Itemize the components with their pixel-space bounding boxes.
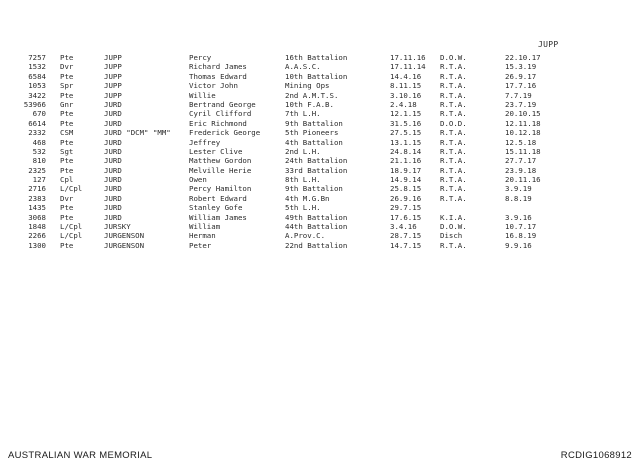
surname-cell: JURD [104, 99, 122, 109]
service-number-cell: 6584 [28, 71, 46, 81]
return-date-cell: 17.7.16 [505, 81, 537, 91]
return-date-cell: 3.9.16 [505, 212, 532, 222]
table-row [0, 100, 640, 109]
service-number-cell: 127 [32, 175, 46, 185]
service-number-cell: 3068 [28, 212, 46, 222]
rank-cell: Pte [60, 165, 74, 175]
enlistment-date-cell: 28.7.15 [390, 231, 422, 241]
surname-cell: JURGENSON [104, 231, 145, 241]
enlistment-date-cell: 24.8.14 [390, 146, 422, 156]
enlistment-date-cell: 27.5.15 [390, 128, 422, 138]
enlistment-date-cell: 17.6.15 [390, 212, 422, 222]
rank-cell: CSM [60, 128, 74, 138]
table-row [0, 203, 640, 212]
rank-cell: Spr [60, 81, 74, 91]
enlistment-date-cell: 14.7.15 [390, 240, 422, 250]
return-date-cell: 12.5.18 [505, 137, 537, 147]
unit-cell: 7th L.H. [285, 109, 321, 119]
service-number-cell: 3422 [28, 90, 46, 100]
table-row [0, 166, 640, 175]
table-row [0, 184, 640, 193]
return-date-cell: 20.11.16 [505, 175, 541, 185]
surname-cell: JURD [104, 118, 122, 128]
fate-cell: R.T.A. [440, 156, 467, 166]
return-date-cell: 23.7.19 [505, 99, 537, 109]
service-number-cell: 1848 [28, 222, 46, 232]
table-row [0, 175, 640, 184]
enlistment-date-cell: 25.8.15 [390, 184, 422, 194]
enlistment-date-cell: 12.1.15 [390, 109, 422, 119]
given-names-cell: Percy [189, 53, 212, 62]
given-names-cell: Thomas Edward [189, 71, 247, 81]
table-row [0, 231, 640, 240]
unit-cell: 8th L.H. [285, 175, 321, 185]
table-row [0, 109, 640, 118]
footer-institution: AUSTRALIAN WAR MEMORIAL [8, 450, 153, 461]
given-names-cell: Cyril Clifford [189, 109, 252, 119]
unit-cell: 10th F.A.B. [285, 99, 334, 109]
given-names-cell: Eric Richmond [189, 118, 247, 128]
enlistment-date-cell: 21.1.16 [390, 156, 422, 166]
return-date-cell: 26.9.17 [505, 71, 537, 81]
surname-cell: JURD [104, 165, 122, 175]
given-names-cell: Stanley Gofe [189, 203, 243, 213]
fate-cell: R.T.A. [440, 184, 467, 194]
given-names-cell: Willie [189, 90, 216, 100]
unit-cell: 9th Battalion [285, 118, 343, 128]
fate-cell: R.T.A. [440, 109, 467, 119]
surname-cell: JUPP [104, 81, 122, 91]
fate-cell: R.T.A. [440, 240, 467, 250]
rank-cell: Gnr [60, 99, 74, 109]
return-date-cell: 16.8.19 [505, 231, 537, 241]
table-row [0, 72, 640, 81]
return-date-cell: 27.7.17 [505, 156, 537, 166]
return-date-cell: 9.9.16 [505, 240, 532, 250]
given-names-cell: Frederick George [189, 128, 261, 138]
enlistment-date-cell: 29.7.15 [390, 203, 422, 213]
service-number-cell: 53966 [23, 99, 46, 109]
return-date-cell: 7.7.19 [505, 90, 532, 100]
fate-cell: R.T.A. [440, 128, 467, 138]
unit-cell: Mining Ops [285, 81, 330, 91]
service-number-cell: 2383 [28, 193, 46, 203]
fate-cell: R.T.A. [440, 165, 467, 175]
surname-cell: JURD [104, 156, 122, 166]
table-row [0, 241, 640, 250]
surname-cell: JURD "DCM" "MM" [104, 128, 171, 138]
unit-cell: 10th Battalion [285, 71, 348, 81]
fate-cell: Disch [440, 231, 463, 241]
service-number-cell: 810 [32, 156, 46, 166]
rank-cell: L/Cpl [60, 222, 83, 232]
surname-cell: JURD [104, 146, 122, 156]
surname-cell: JURGENSON [104, 240, 145, 250]
table-row [0, 81, 640, 90]
enlistment-date-cell: 18.9.17 [390, 165, 422, 175]
rank-cell: Pte [60, 137, 74, 147]
unit-cell: 4th Battalion [285, 137, 343, 147]
enlistment-date-cell: 31.5.16 [390, 118, 422, 128]
fate-cell: R.T.A. [440, 71, 467, 81]
return-date-cell: 10.12.18 [505, 128, 541, 138]
given-names-cell: Richard James [189, 62, 247, 72]
rank-cell: Pte [60, 118, 74, 128]
given-names-cell: Percy Hamilton [189, 184, 252, 194]
enlistment-date-cell: 3.10.16 [390, 90, 422, 100]
given-names-cell: William James [189, 212, 247, 222]
surname-cell: JURD [104, 193, 122, 203]
fate-cell: D.O.D. [440, 118, 467, 128]
return-date-cell: 8.8.19 [505, 193, 532, 203]
return-date-cell: 22.10.17 [505, 53, 541, 62]
given-names-cell: Jeffrey [189, 137, 221, 147]
enlistment-date-cell: 17.11.16 [390, 53, 426, 62]
return-date-cell: 15.3.19 [505, 62, 537, 72]
unit-cell: 2nd L.H. [285, 146, 321, 156]
enlistment-date-cell: 2.4.18 [390, 99, 417, 109]
table-row [0, 156, 640, 165]
service-number-cell: 2266 [28, 231, 46, 241]
surname-heading: JUPP [538, 40, 559, 49]
enlistment-date-cell: 14.9.14 [390, 175, 422, 185]
surname-cell: JURD [104, 212, 122, 222]
unit-cell: A.A.S.C. [285, 62, 321, 72]
rank-cell: L/Cpl [60, 184, 83, 194]
return-date-cell: 12.11.18 [505, 118, 541, 128]
unit-cell: 5th L.H. [285, 203, 321, 213]
rank-cell: Dvr [60, 193, 74, 203]
given-names-cell: Herman [189, 231, 216, 241]
return-date-cell: 20.10.15 [505, 109, 541, 119]
rank-cell: Cpl [60, 175, 74, 185]
service-number-cell: 2332 [28, 128, 46, 138]
rank-cell: Pte [60, 156, 74, 166]
surname-cell: JUPP [104, 90, 122, 100]
given-names-cell: Melville Herie [189, 165, 252, 175]
fate-cell: R.T.A. [440, 62, 467, 72]
surname-cell: JURD [104, 175, 122, 185]
unit-cell: 44th Battalion [285, 222, 348, 232]
surname-cell: JURD [104, 203, 122, 213]
rank-cell: Pte [60, 90, 74, 100]
surname-cell: JUPP [104, 53, 122, 62]
service-number-cell: 6614 [28, 118, 46, 128]
given-names-cell: Owen [189, 175, 207, 185]
table-row [0, 128, 640, 137]
fate-cell: R.T.A. [440, 146, 467, 156]
given-names-cell: Bertrand George [189, 99, 256, 109]
table-row [0, 213, 640, 222]
fate-cell: D.O.W. [440, 222, 467, 232]
return-date-cell: 23.9.18 [505, 165, 537, 175]
rank-cell: Pte [60, 109, 74, 119]
service-number-cell: 1053 [28, 81, 46, 91]
rank-cell: L/Cpl [60, 231, 83, 241]
unit-cell: 9th Battalion [285, 184, 343, 194]
rank-cell: Pte [60, 240, 74, 250]
rank-cell: Pte [60, 53, 74, 62]
given-names-cell: Robert Edward [189, 193, 247, 203]
unit-cell: 22nd Battalion [285, 240, 348, 250]
enlistment-date-cell: 3.4.16 [390, 222, 417, 232]
unit-cell: 24th Battalion [285, 156, 348, 166]
rank-cell: Pte [60, 71, 74, 81]
service-number-cell: 1435 [28, 203, 46, 213]
table-row [0, 147, 640, 156]
given-names-cell: Matthew Gordon [189, 156, 252, 166]
table-row [0, 119, 640, 128]
unit-cell: 16th Battalion [285, 53, 348, 62]
table-row [0, 194, 640, 203]
fate-cell: R.T.A. [440, 175, 467, 185]
rank-cell: Pte [60, 203, 74, 213]
service-number-cell: 670 [32, 109, 46, 119]
footer-record-id: RCDIG1068912 [560, 450, 632, 461]
surname-cell: JURD [104, 109, 122, 119]
surname-cell: JURD [104, 137, 122, 147]
service-number-cell: 2716 [28, 184, 46, 194]
given-names-cell: William [189, 222, 221, 232]
surname-cell: JURD [104, 184, 122, 194]
return-date-cell: 15.11.18 [505, 146, 541, 156]
fate-cell: R.T.A. [440, 99, 467, 109]
return-date-cell: 10.7.17 [505, 222, 537, 232]
rank-cell: Dvr [60, 62, 74, 72]
enlistment-date-cell: 17.11.14 [390, 62, 426, 72]
unit-cell: A.Prov.C. [285, 231, 326, 241]
enlistment-date-cell: 13.1.15 [390, 137, 422, 147]
table-row [0, 222, 640, 231]
enlistment-date-cell: 26.9.16 [390, 193, 422, 203]
surname-cell: JUPP [104, 71, 122, 81]
fate-cell: R.T.A. [440, 137, 467, 147]
service-number-cell: 468 [32, 137, 46, 147]
enlistment-date-cell: 14.4.16 [390, 71, 422, 81]
service-number-cell: 1300 [28, 240, 46, 250]
unit-cell: 4th M.G.Bn [285, 193, 330, 203]
service-number-cell: 532 [32, 146, 46, 156]
fate-cell: R.T.A. [440, 193, 467, 203]
fate-cell: K.I.A. [440, 212, 467, 222]
rank-cell: Sgt [60, 146, 74, 156]
surname-cell: JUPP [104, 62, 122, 72]
given-names-cell: Victor John [189, 81, 238, 91]
service-number-cell: 1532 [28, 62, 46, 72]
roll-table [0, 53, 640, 250]
table-row [0, 138, 640, 147]
service-number-cell: 7257 [28, 53, 46, 62]
table-row [0, 62, 640, 71]
unit-cell: 2nd A.M.T.S. [285, 90, 339, 100]
service-number-cell: 2325 [28, 165, 46, 175]
table-row [0, 91, 640, 100]
unit-cell: 49th Battalion [285, 212, 348, 222]
surname-cell: JURSKY [104, 222, 131, 232]
fate-cell: R.T.A. [440, 81, 467, 91]
unit-cell: 5th Pioneers [285, 128, 339, 138]
rank-cell: Pte [60, 212, 74, 222]
table-row [0, 53, 640, 62]
enlistment-date-cell: 8.11.15 [390, 81, 422, 91]
given-names-cell: Peter [189, 240, 212, 250]
given-names-cell: Lester Clive [189, 146, 243, 156]
fate-cell: D.O.W. [440, 53, 467, 62]
unit-cell: 33rd Battalion [285, 165, 348, 175]
return-date-cell: 3.9.19 [505, 184, 532, 194]
fate-cell: R.T.A. [440, 90, 467, 100]
